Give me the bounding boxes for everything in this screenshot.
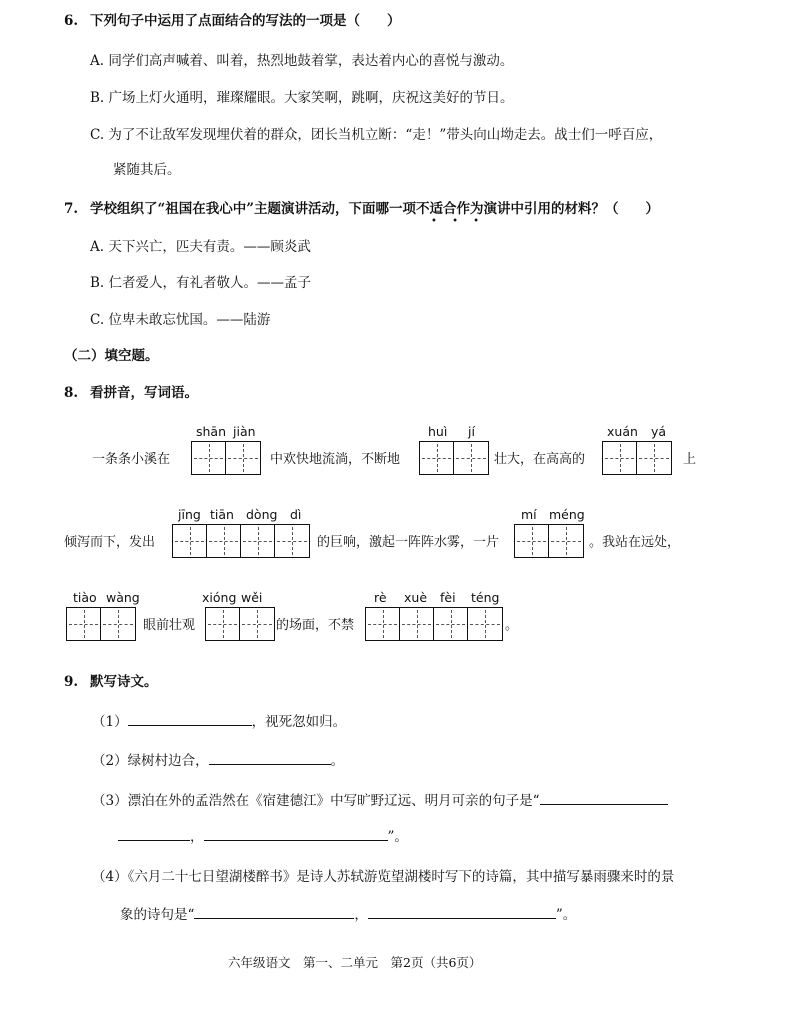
q7-stem: 学校组织了“祖国在我心中”主题演讲活动，下面哪一项不适合作为演讲中引用的材料？（ ） — [90, 201, 660, 217]
answer-blank[interactable] — [128, 711, 252, 726]
pinyin-xiong: xióng — [202, 590, 237, 605]
answer-box-huiji[interactable] — [419, 441, 489, 475]
answer-blank[interactable] — [209, 750, 331, 765]
q9-sub4-prefix: 象的诗句是“ — [120, 907, 195, 923]
answer-blank[interactable] — [118, 826, 190, 841]
answer-box-mimeng[interactable] — [514, 524, 584, 558]
q9-sub4-line2 — [120, 904, 576, 924]
char-cell[interactable] — [515, 525, 549, 557]
answer-blank[interactable] — [194, 904, 354, 919]
pinyin-xuan: xuán — [607, 424, 638, 439]
pinyin-wei: wěi — [241, 590, 263, 605]
char-cell[interactable] — [241, 525, 275, 557]
q9-sub1 — [92, 711, 346, 731]
q9-sub2-prefix: （2）绿树村边合， — [92, 753, 209, 769]
char-cell[interactable] — [420, 442, 454, 474]
q8-row2-text3: 。我站在远处， — [589, 535, 681, 550]
char-cell[interactable] — [603, 442, 637, 474]
pinyin-tian: tiān — [210, 507, 234, 522]
char-cell[interactable] — [549, 525, 583, 557]
q9-sub4-suffix: ”。 — [555, 907, 577, 923]
q9-sub1-suffix: ，视死忽如归。 — [251, 714, 347, 730]
char-cell[interactable] — [67, 608, 101, 640]
pinyin-shan: shān — [196, 424, 227, 439]
q8-number: 8. — [64, 385, 79, 401]
q8-row1-text1: 一条条小溪在 — [92, 452, 171, 467]
pinyin-re: rè — [374, 590, 387, 605]
pinyin-tiao: tiào — [73, 590, 97, 605]
q9-sub1-prefix: （1） — [92, 714, 128, 730]
q9-sub4-mid: ， — [354, 907, 368, 923]
q8-row1-text4: 上 — [683, 452, 697, 467]
q9-sub2-suffix: 。 — [330, 753, 345, 769]
char-cell[interactable] — [434, 608, 468, 640]
answer-blank[interactable] — [204, 826, 388, 841]
pinyin-teng: téng — [471, 590, 500, 605]
q9-sub3-line2 — [118, 826, 408, 846]
pinyin-di: dì — [290, 507, 302, 522]
pinyin-meng: méng — [549, 507, 585, 522]
pinyin-ji: jí — [468, 424, 475, 439]
pinyin-ya: yá — [651, 424, 667, 439]
q7-emphasis-dots: • • • — [431, 216, 486, 227]
answer-blank[interactable] — [368, 904, 556, 919]
page-footer: 六年级语文 第一、二单元 第2页（共6页） — [228, 955, 482, 970]
char-cell[interactable] — [101, 608, 135, 640]
q6-option-a: A. 同学们高声喊着、叫着，热烈地鼓着掌，表达着内心的喜悦与激动。 — [90, 53, 514, 69]
q8-row1-text2: 中欢快地流淌，不断地 — [270, 452, 401, 467]
section2-title: （二）填空题。 — [64, 348, 159, 364]
q8-row3-text2: 的场面，不禁 — [276, 618, 355, 633]
q7-option-c: C. 位卑未敢忘忧国。——陆游 — [90, 312, 271, 328]
answer-box-rexuefeiteng[interactable] — [365, 607, 503, 641]
char-cell[interactable] — [454, 442, 488, 474]
q9-sub3-prefix: （3）漂泊在外的孟浩然在《宿建德江》中写旷野辽远、明月可亲的句子是“ — [92, 793, 540, 809]
char-cell[interactable] — [206, 608, 240, 640]
q7-option-a: A. 天下兴亡，匹夫有责。——顾炎武 — [90, 239, 311, 255]
pinyin-wang: wàng — [106, 590, 140, 605]
q8-row2-text2: 的巨响，激起一阵阵水雾，一片 — [317, 535, 500, 550]
char-cell[interactable] — [366, 608, 400, 640]
q8-stem: 看拼音，写词语。 — [90, 385, 198, 401]
answer-box-xiongwei[interactable] — [205, 607, 275, 641]
char-cell[interactable] — [192, 442, 226, 474]
answer-blank[interactable] — [540, 790, 668, 805]
q7-number: 7. — [64, 201, 79, 217]
pinyin-mi: mí — [521, 507, 537, 522]
answer-box-jingtiandongdi[interactable] — [172, 524, 310, 558]
q6-option-c-line2: 紧随其后。 — [113, 162, 181, 178]
q6-stem: 下列句子中运用了点面结合的写法的一项是（ ） — [90, 13, 401, 29]
q8-row3-text1: 眼前壮观 — [143, 618, 196, 633]
char-cell[interactable] — [226, 442, 260, 474]
pinyin-dong: dòng — [246, 507, 278, 522]
q9-sub3-line1 — [92, 790, 668, 810]
pinyin-jian: jiàn — [233, 424, 256, 439]
q9-sub3-suffix: ”。 — [387, 829, 408, 845]
char-cell[interactable] — [275, 525, 309, 557]
q9-sub2 — [92, 750, 344, 770]
answer-box-shanjian[interactable] — [191, 441, 261, 475]
q6-number: 6. — [64, 13, 79, 29]
q9-sub3-mid: ， — [190, 829, 204, 845]
q6-option-c-line1: C. 为了不让敌军发现埋伏着的群众，团长当机立断：“走！”带头向山坳走去。战士们一呼百应， — [90, 127, 663, 143]
char-cell[interactable] — [240, 608, 274, 640]
q9-sub4-line1: （4）《六月二十七日望湖楼醉书》是诗人苏轼游览望湖楼时写下的诗篇，其中描写暴雨骤来时的景 — [92, 869, 675, 885]
answer-box-tiaowang[interactable] — [66, 607, 136, 641]
answer-box-xuanya[interactable] — [602, 441, 672, 475]
pinyin-fei: fèi — [440, 590, 456, 605]
pinyin-jing: jīng — [178, 507, 201, 522]
q9-number: 9. — [64, 674, 79, 690]
q6-option-b: B. 广场上灯火通明，璀璨耀眼。大家笑啊，跳啊，庆祝这美好的节日。 — [90, 90, 514, 106]
char-cell[interactable] — [637, 442, 671, 474]
char-cell[interactable] — [468, 608, 502, 640]
char-cell[interactable] — [207, 525, 241, 557]
char-cell[interactable] — [400, 608, 434, 640]
q8-row3-text3: 。 — [505, 618, 519, 633]
pinyin-hui: huì — [428, 424, 448, 439]
char-cell[interactable] — [173, 525, 207, 557]
q8-row1-text3: 壮大，在高高的 — [494, 452, 586, 467]
q9-stem: 默写诗文。 — [90, 674, 158, 690]
q7-option-b: B. 仁者爱人，有礼者敬人。——孟子 — [90, 275, 312, 291]
q8-row2-text1: 倾泻而下，发出 — [64, 535, 156, 550]
pinyin-xue: xuè — [404, 590, 428, 605]
